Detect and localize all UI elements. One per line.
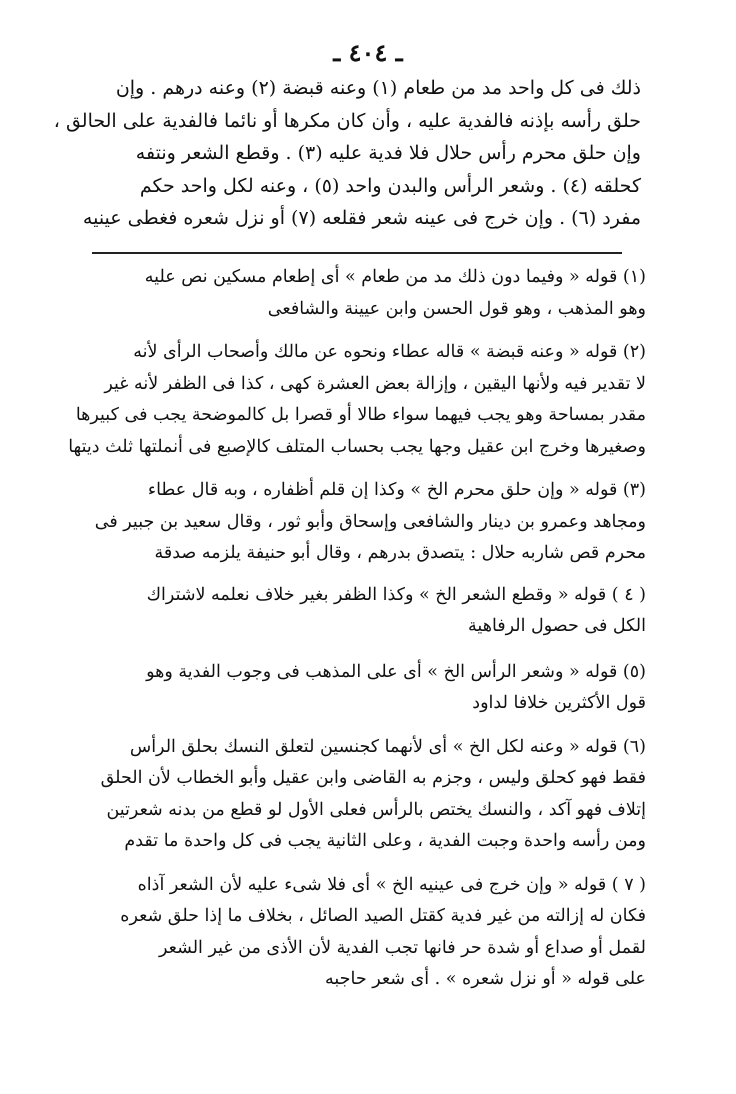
footnote-line: (٣) قوله « وإن حلق محرم الخ » وكذا إن قلم أظفاره ، وبه قال عطاء [147, 480, 646, 500]
footnote-line: (٦) قوله « وعنه لكل الخ » أى لأنهما كجنسين لتعلق النسك بحلق الرأس [129, 736, 646, 757]
footnote-line: الكل فى حصول الرفاهية [468, 616, 646, 636]
footnote-6 [100, 732, 646, 858]
footnote-4 [108, 580, 646, 643]
main-text-line: ذلك فى كل واحد مد من طعام (١) وعنه قبضة (٢) وعنه درهم . وإن [115, 77, 641, 99]
footnotes-section [68, 262, 646, 996]
footnote-line: ومن رأسه واحدة وجبت الفدية ، وعلى الثانية يجب فى كل واحدة ما تقدم [124, 831, 646, 851]
footnote-line: (١) قوله « وفيما دون ذلك مد من طعام » أى إطعام مسكين نص عليه [144, 267, 646, 287]
main-text-line: حلق رأسه بإذنه فالفدية عليه ، وأن كان مكرها أو نائما فالفدية على الحالق ، [53, 109, 641, 132]
footnote-line: ومجاهد وعمرو بن دينار والشافعى وإسحاق وأبو ثور ، وقال سعيد بن جبير فى [94, 511, 646, 532]
main-text-line: كحلقه (٤) . وشعر الرأس والبدن واحد (٥) ، وعنه لكل واحد حكم [139, 174, 641, 197]
footnote-line: محرم قص شاربه حلال : يتصدق بدرهم ، وقال أبو حنيفة يلزمه صدقة [154, 543, 646, 563]
footnote-3 [94, 475, 646, 570]
footnote-separator [92, 252, 622, 254]
footnote-line: (٢) قوله « وعنه قبضة » قاله عطاء ونحوه عن مالك وأصحاب الرأى لأنه [133, 342, 646, 362]
footnote-line: فقط فهو كحلق وليس ، وجزم به القاضى وابن عقيل وأبو الخطاب لأن الحلق [100, 768, 646, 788]
page-number: ـ ٤٠٤ ـ [333, 38, 403, 67]
footnote-line: ( ٤ ) قوله « وقطع الشعر الخ » وكذا الظفر بغير خلاف نعلمه لاشتراك [146, 584, 646, 605]
footnote-line: لا تقدير فيه ولأنها اليقين ، وإزالة بعض العشرة كهى ، كذا فى الظفر لأنه غير [104, 373, 646, 394]
footnote-line: (٥) قوله « وشعر الرأس الخ » أى على المذهب فى وجوب الفدية وهو [146, 661, 646, 682]
main-text-line: وإن حلق محرم رأس حلال فلا فدية عليه (٣) . وقطع الشعر ونتفه [135, 142, 641, 165]
footnote-line: قول الأكثرين خلافا لداود [472, 693, 646, 713]
footnote-2 [68, 337, 646, 463]
footnote-line: فكان له إزالته من غير فدية كقتل الصيد الصائل ، بخلاف ما إذا حلق شعره [120, 906, 646, 926]
main-text-line: مفرد (٦) . وإن خرج فى عينه شعر فقلعه (٧) أو نزل شعره فغطى عينيه [82, 207, 641, 230]
footnote-line: ( ٧ ) قوله « وإن خرج فى عينيه الخ » أى فلا شىء عليه لأن الشعر آذاه [137, 874, 646, 895]
footnote-line: على قوله « أو نزل شعره » . أى شعر حاجبه [325, 969, 646, 989]
footnote-1 [108, 262, 646, 325]
footnote-5 [108, 657, 646, 720]
footnote-line: وهو المذهب ، وهو قول الحسن وابن عيينة والشافعى [267, 298, 646, 319]
footnote-line: إتلاف فهو آكد ، والنسك يختص بالرأس فعلى الأول لو قطع من بدنه شعرتين [106, 799, 646, 820]
footnote-line: وصغيرها وخرج ابن عقيل وجها يجب بحساب المتلف كالإصبع فى أنملتها ثلث ديتها [68, 436, 646, 457]
footnote-7 [108, 870, 646, 996]
main-text-block [53, 72, 641, 235]
footnote-line: مقدر بمساحة وهو يجب فيهما سواء طالا أو قصرا بل كالموضحة يجب فى كبيرها [75, 405, 646, 425]
footnote-line: لقمل أو صداع أو شدة حر فانها تجب الفدية لأن الأذى من غير الشعر [159, 937, 646, 958]
